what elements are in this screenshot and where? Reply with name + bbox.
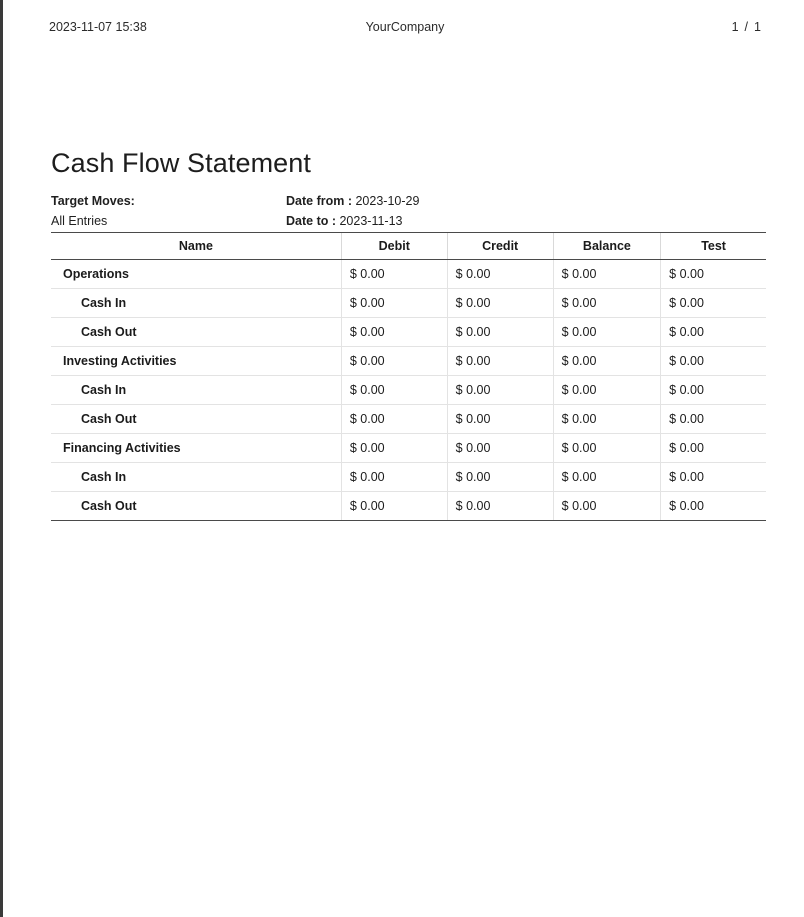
table-row: [51, 318, 766, 347]
date-from-group: [286, 191, 686, 211]
column-header-debit: Debit: [341, 233, 447, 260]
row-credit-value: $ 0.00: [447, 347, 553, 376]
date-from-value: 2023-10-29: [355, 194, 420, 208]
column-header-name: Name: [51, 233, 341, 260]
row-debit-value: $ 0.00: [341, 434, 447, 463]
row-label: Cash Out: [51, 405, 341, 434]
target-moves-label: Target Moves:: [51, 194, 135, 208]
row-label: Cash Out: [51, 492, 341, 521]
row-credit-value: $ 0.00: [447, 376, 553, 405]
header-company-name: YourCompany: [365, 20, 445, 34]
page-title: Cash Flow Statement: [51, 148, 312, 178]
column-header-test: Test: [661, 233, 766, 260]
row-credit-value: $ 0.00: [447, 318, 553, 347]
row-credit-value: $ 0.00: [447, 434, 553, 463]
row-balance-value: $ 0.00: [553, 492, 661, 521]
page-separator: /: [744, 20, 749, 34]
cash-flow-table: [51, 232, 766, 521]
row-debit-value: $ 0.00: [341, 347, 447, 376]
row-test-value: $ 0.00: [661, 260, 766, 289]
row-label: Cash Out: [51, 318, 341, 347]
row-debit-value: $ 0.00: [341, 492, 447, 521]
column-header-balance: Balance: [553, 233, 661, 260]
table-row: [51, 376, 766, 405]
row-debit-value: $ 0.00: [341, 376, 447, 405]
row-balance-value: $ 0.00: [553, 376, 661, 405]
row-credit-value: $ 0.00: [447, 260, 553, 289]
row-test-value: $ 0.00: [661, 347, 766, 376]
meta-row-2: [51, 211, 751, 231]
row-test-value: $ 0.00: [661, 463, 766, 492]
row-debit-value: $ 0.00: [341, 463, 447, 492]
row-debit-value: $ 0.00: [341, 289, 447, 318]
target-moves-value: All Entries: [51, 214, 108, 228]
row-label: Cash In: [51, 289, 341, 318]
page-header: [49, 20, 761, 34]
page-total: 1: [754, 20, 761, 34]
row-balance-value: $ 0.00: [553, 405, 661, 434]
row-test-value: $ 0.00: [661, 405, 766, 434]
table-row: [51, 492, 766, 521]
row-test-value: $ 0.00: [661, 289, 766, 318]
row-test-value: $ 0.00: [661, 492, 766, 521]
row-credit-value: $ 0.00: [447, 463, 553, 492]
page-current: 1: [731, 20, 739, 34]
row-balance-value: $ 0.00: [553, 318, 661, 347]
table-header-row: [51, 233, 766, 260]
row-label: Cash In: [51, 376, 341, 405]
row-balance-value: $ 0.00: [553, 434, 661, 463]
row-debit-value: $ 0.00: [341, 260, 447, 289]
row-label: Cash In: [51, 463, 341, 492]
table-body: [51, 260, 766, 521]
row-balance-value: $ 0.00: [553, 347, 661, 376]
row-balance-value: $ 0.00: [553, 463, 661, 492]
row-label: Operations: [51, 260, 341, 289]
table-head: [51, 233, 766, 260]
row-debit-value: $ 0.00: [341, 318, 447, 347]
row-label: Investing Activities: [51, 347, 341, 376]
column-header-credit: Credit: [447, 233, 553, 260]
header-datetime: 2023-11-07 15:38: [49, 20, 147, 34]
report-meta: [51, 191, 751, 231]
header-pagination: [526, 20, 761, 34]
table-row: [51, 260, 766, 289]
row-debit-value: $ 0.00: [341, 405, 447, 434]
table-row: [51, 434, 766, 463]
row-test-value: $ 0.00: [661, 318, 766, 347]
row-balance-value: $ 0.00: [553, 289, 661, 318]
row-label: Financing Activities: [51, 434, 341, 463]
table-row: [51, 463, 766, 492]
row-credit-value: $ 0.00: [447, 405, 553, 434]
row-test-value: $ 0.00: [661, 376, 766, 405]
report-sheet: [3, 0, 804, 917]
row-credit-value: $ 0.00: [447, 492, 553, 521]
table-row: [51, 289, 766, 318]
date-from-label: Date from :: [286, 194, 352, 208]
table-row: [51, 347, 766, 376]
table-row: [51, 405, 766, 434]
row-test-value: $ 0.00: [661, 434, 766, 463]
row-credit-value: $ 0.00: [447, 289, 553, 318]
date-to-value: 2023-11-13: [339, 214, 403, 228]
meta-row-1: [51, 191, 751, 211]
date-to-label: Date to :: [286, 214, 336, 228]
date-to-group: [286, 211, 686, 231]
row-balance-value: $ 0.00: [553, 260, 661, 289]
